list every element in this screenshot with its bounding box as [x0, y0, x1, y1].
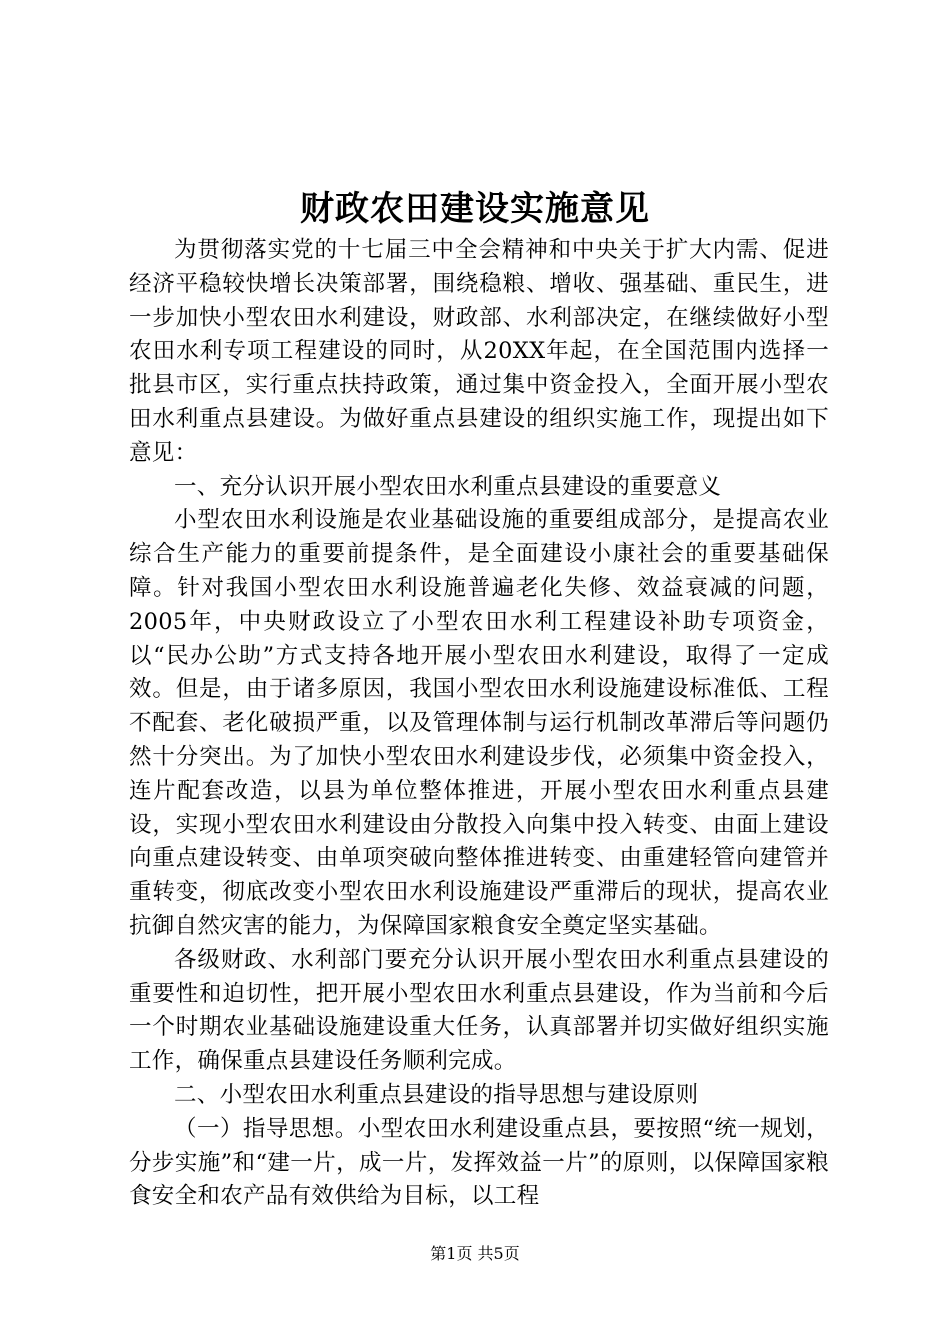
paragraph-intro: 为贯彻落实党的十七届三中全会精神和中央关于扩大内需、促进经济平稳较快增长决策部署，围绕稳粮、增收、强基础、重民生，进一步加快小型农田水利建设，财政部、水利部决定，在继续做好小型农田水利专项工程建设的同时，从20XX年起，在全国范围内选择一批县市区，实行重点扶持政策，通过集中资金投入，全面开展小型农田水利重点县建设。为做好重点县建设的组织实施工作，现提出如下意见：: [129, 237, 829, 466]
document-body: [129, 234, 829, 1214]
section-heading-2: 二、小型农田水利重点县建设的指导思想与建设原则: [174, 1081, 699, 1108]
document-title: 财政农田建设实施意见: [300, 189, 650, 229]
paragraph-requirements: 各级财政、水利部门要充分认识开展小型农田水利重点县建设的重要性和迫切性，把开展小型农田水利重点县建设，作为当前和今后一个时期农业基础设施建设重大任务，认真部署并切实做好组织实施工作，确保重点县建设任务顺利完成。: [129, 946, 829, 1075]
paragraph-guiding-thought: （一）指导思想。小型农田水利建设重点县，要按照“统一规划，分步实施”和“建一片，成一片，发挥效益一片”的原则，以保障国家粮食安全和农产品有效供给为目标，以工程: [129, 1115, 829, 1210]
page-footer: 第1页 共5页: [430, 1244, 520, 1263]
section-heading-1: 一、充分认识开展小型农田水利重点县建设的重要意义: [174, 473, 722, 500]
paragraph-significance: 小型农田水利设施是农业基础设施的重要组成部分，是提高农业综合生产能力的重要前提条件，是全面建设小康社会的重要基础保障。针对我国小型农田水利设施普遍老化失修、效益衰减的问题，2005年，中央财政设立了小型农田水利工程建设补助专项资金，以“民办公助”方式支持各地开展小型农田水利建设，取得了一定成效。但是，由于诸多原因，我国小型农田水利设施建设标准低、工程不配套、老化破损严重，以及管理体制与运行机制改革滞后等问题仍然十分突出。为了加快小型农田水利建设步伐，必须集中资金投入，连片配套改造，以县为单位整体推进，开展小型农田水利重点县建设，实现小型农田水利建设由分散投入向集中投入转变、由面上建设向重点建设转变、由单项突破向整体推进转变、由重建轻管向建管并重转变，彻底改变小型农田水利设施建设严重滞后的现状，提高农业抗御自然灾害的能力，为保障国家粮食安全奠定坚实基础。: [129, 507, 829, 939]
